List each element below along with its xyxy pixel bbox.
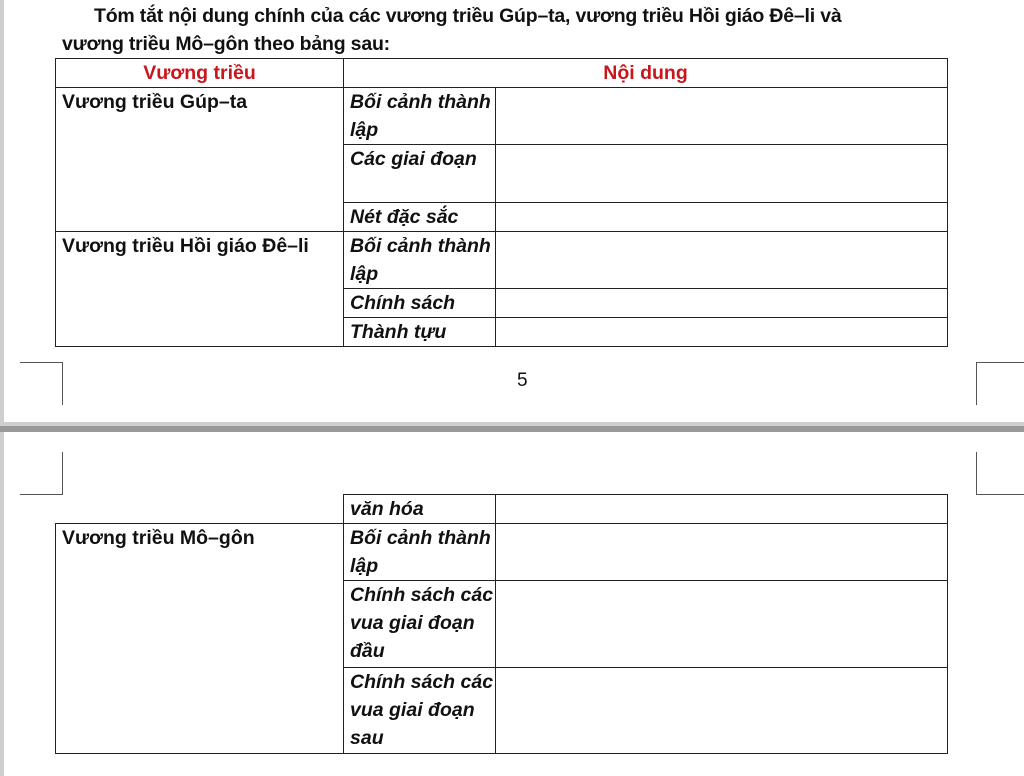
margin-corner-mark — [976, 362, 1024, 405]
content-cell[interactable] — [496, 524, 948, 581]
heading-line-1: Tóm tắt nội dung chính của các vương triều Gúp–ta, vương triều Hồi giáo Đê–li và — [94, 5, 842, 27]
content-cell[interactable] — [496, 318, 948, 347]
dynasty-name: Vương triều Mô–gôn — [56, 524, 344, 754]
header-dynasty: Vương triều — [56, 59, 344, 88]
row-label: Bối cảnh thành lập — [344, 88, 496, 145]
content-cell[interactable] — [496, 88, 948, 145]
margin-corner-mark — [976, 452, 1024, 495]
page-number: 5 — [517, 370, 528, 391]
margin-corner-mark — [20, 452, 63, 495]
row-label: Chính sách các vua giai đoạn sau — [344, 668, 496, 754]
margin-corner-mark — [20, 362, 63, 405]
heading-line-2: vương triều Mô–gôn theo bảng sau: — [62, 33, 390, 55]
row-label: văn hóa — [344, 495, 496, 524]
content-cell[interactable] — [496, 289, 948, 318]
document-page-1 — [4, 0, 1024, 422]
content-cell[interactable] — [496, 668, 948, 754]
document-page-2 — [4, 432, 1024, 776]
row-label: Bối cảnh thành lập — [344, 524, 496, 581]
content-cell[interactable] — [496, 232, 948, 289]
row-label: Chính sách các vua giai đoạn đầu — [344, 581, 496, 668]
row-label: Bối cảnh thành lập — [344, 232, 496, 289]
dynasty-name: Vương triều Gúp–ta — [56, 88, 344, 232]
heading — [62, 2, 962, 58]
row-label: Nét đặc sắc — [344, 203, 496, 232]
blank-cell — [56, 495, 344, 524]
row-label: Chính sách — [344, 289, 496, 318]
dynasty-name: Vương triều Hồi giáo Đê–li — [56, 232, 344, 347]
header-content: Nội dung — [344, 59, 948, 88]
summary-table-continued — [55, 494, 948, 754]
row-label: Thành tựu — [344, 318, 496, 347]
content-cell[interactable] — [496, 581, 948, 668]
content-cell[interactable] — [496, 495, 948, 524]
summary-table — [55, 58, 948, 347]
content-cell[interactable] — [496, 203, 948, 232]
row-label: Các giai đoạn — [344, 145, 496, 203]
content-cell[interactable] — [496, 145, 948, 203]
